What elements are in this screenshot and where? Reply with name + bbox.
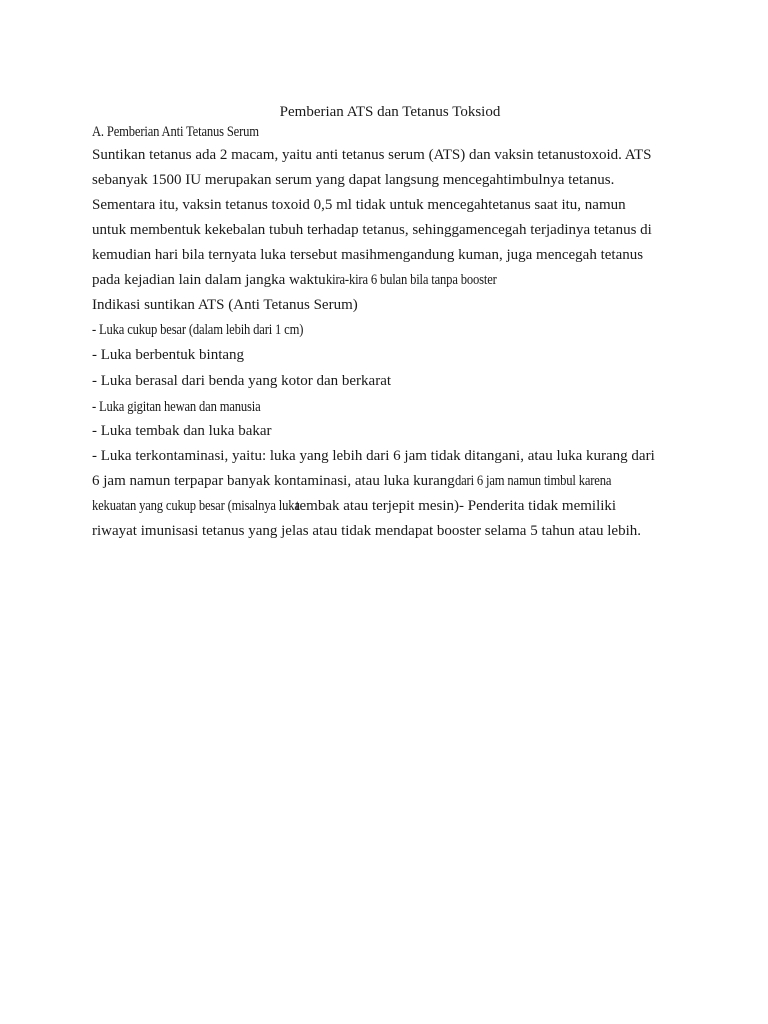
paragraph-line: Sementara itu, vaksin tetanus toxoid 0,5 ml tidak untuk mencegahtetanus saat itu, namun — [92, 197, 626, 213]
document-title: Pemberian ATS dan Tetanus Toksiod — [279, 104, 501, 120]
paragraph-line: untuk membentuk kekebalan tubuh terhadap tetanus, sehinggamencegah terjadinya tetanus di — [92, 222, 652, 238]
indication-item: - Luka berbentuk bintang — [92, 347, 245, 363]
indication-item — [92, 397, 293, 417]
indication-item: - Luka tembak dan luka bakar — [92, 423, 272, 439]
paragraph-line: Suntikan tetanus ada 2 macam, yaitu anti tetanus serum (ATS) dan vaksin tetanustoxoid. ATS — [92, 147, 652, 163]
paragraph-line: kemudian hari bila ternyata luka tersebut masihmengandung kuman, juga mencegah tetanus — [92, 247, 644, 263]
indication-item: - Luka berasal dari benda yang kotor dan berkarat — [92, 373, 392, 389]
indication-item-continued — [92, 471, 641, 491]
indication-text-condensed: dari 6 jam namun timbul karena — [454, 473, 612, 489]
indication-text-regular: tembak atau terjepit mesin)- Penderita tidak memiliki — [295, 498, 617, 514]
paragraph-last-line — [92, 270, 529, 290]
indication-item: - Luka terkontaminasi, yaitu: luka yang lebih dari 6 jam tidak ditangani, atau luka kurang dari — [92, 448, 655, 464]
section-heading-text: A. Pemberian Anti Tetanus Serum — [92, 124, 259, 140]
indication-item-continued: riwayat imunisasi tetanus yang jelas atau tidak mendapat booster selama 5 tahun atau lebih. — [92, 523, 642, 539]
indication-text-condensed: kekuatan yang cukup besar (misalnya luka — [92, 498, 300, 514]
paragraph-line: sebanyak 1500 IU merupakan serum yang dapat langsung mencegahtimbulnya tetanus. — [92, 172, 615, 188]
section-heading — [92, 122, 291, 142]
indication-item-text: - Luka cukup besar (dalam lebih dari 1 cm) — [92, 322, 304, 338]
indication-text-regular: 6 jam namun terpapar banyak kontaminasi, atau luka kurang — [92, 473, 455, 489]
indication-item — [92, 320, 344, 340]
paragraph-last-line-regular: pada kejadian lain dalam jangka waktu — [92, 272, 326, 288]
indication-item-continued — [92, 496, 616, 516]
indication-heading: Indikasi suntikan ATS (Anti Tetanus Serum) — [92, 297, 358, 313]
indication-item-text: - Luka gigitan hewan dan manusia — [92, 399, 261, 415]
paragraph-last-line-condensed: kira-kira 6 bulan bila tanpa booster — [325, 272, 497, 288]
